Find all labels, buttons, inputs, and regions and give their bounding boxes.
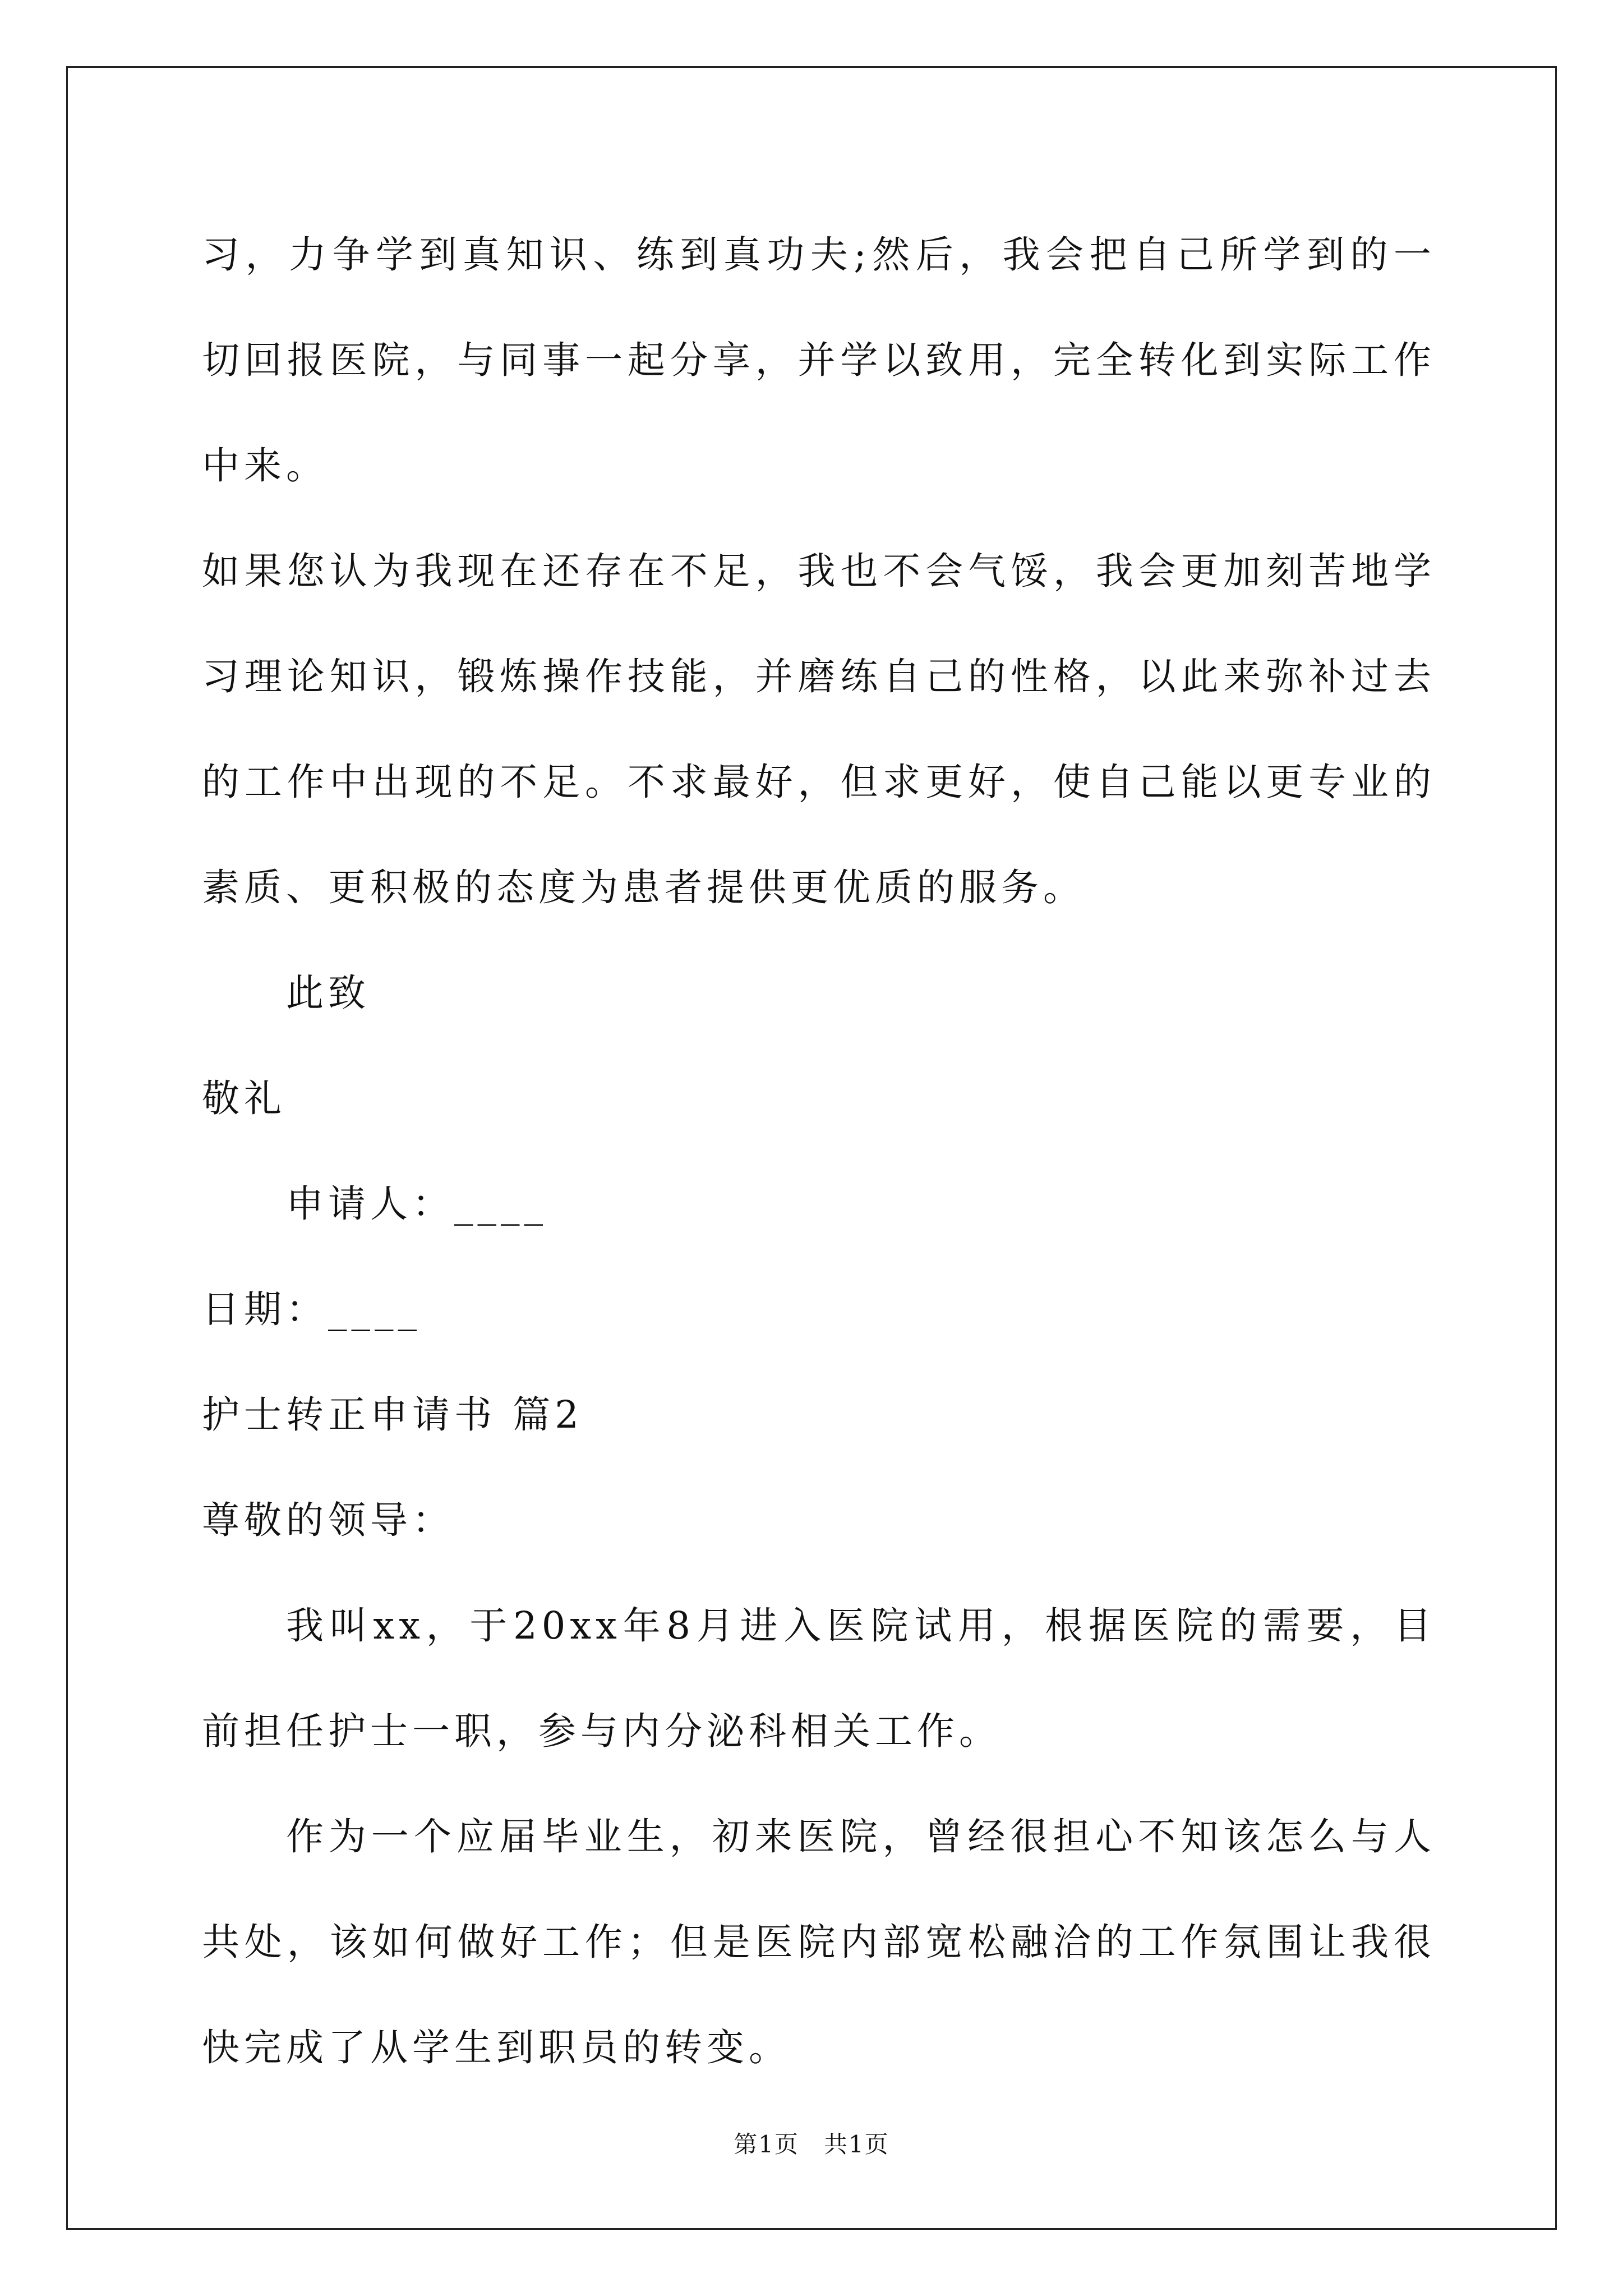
paragraph: 如果您认为我现在还存在不足，我也不会气馁，我会更加刻苦地学习理论知识，锻炼操作技能，并磨练自己的性格，以此来弥补过去的工作中出现的不足。不求最好，但求更好，使自己能以更专业的素质、更积极的态度为患者提供更优质的服务。 [202,549,1436,909]
date-line: 日期：____ [202,1287,421,1331]
paragraph: 我叫xx，于20xx年8月进入医院试用，根据医院的需要，目前担任护士一职，参与内分泌科相关工作。 [202,1604,1436,1753]
applicant-line: 申请人：____ [286,1182,547,1226]
page-footer: 第1页 共1页 [734,2131,889,2158]
section-heading: 护士转正申请书 篇2 [202,1393,583,1437]
closing-regards: 敬礼 [202,1076,286,1120]
greeting: 尊敬的领导： [202,1498,454,1542]
paragraph: 习，力争学到真知识、练到真功夫;然后，我会把自己所学到的一切回报医院，与同事一起分享，并学以致用，完全转化到实际工作中来。 [202,233,1436,487]
document-body [202,202,1436,2100]
closing-salutation: 此致 [286,971,370,1015]
paragraph: 作为一个应届毕业生，初来医院，曾经很担心不知该怎么与人共处，该如何做好工作；但是医院内部宽松融洽的工作氛围让我很快完成了从学生到职员的转变。 [202,1815,1436,2069]
